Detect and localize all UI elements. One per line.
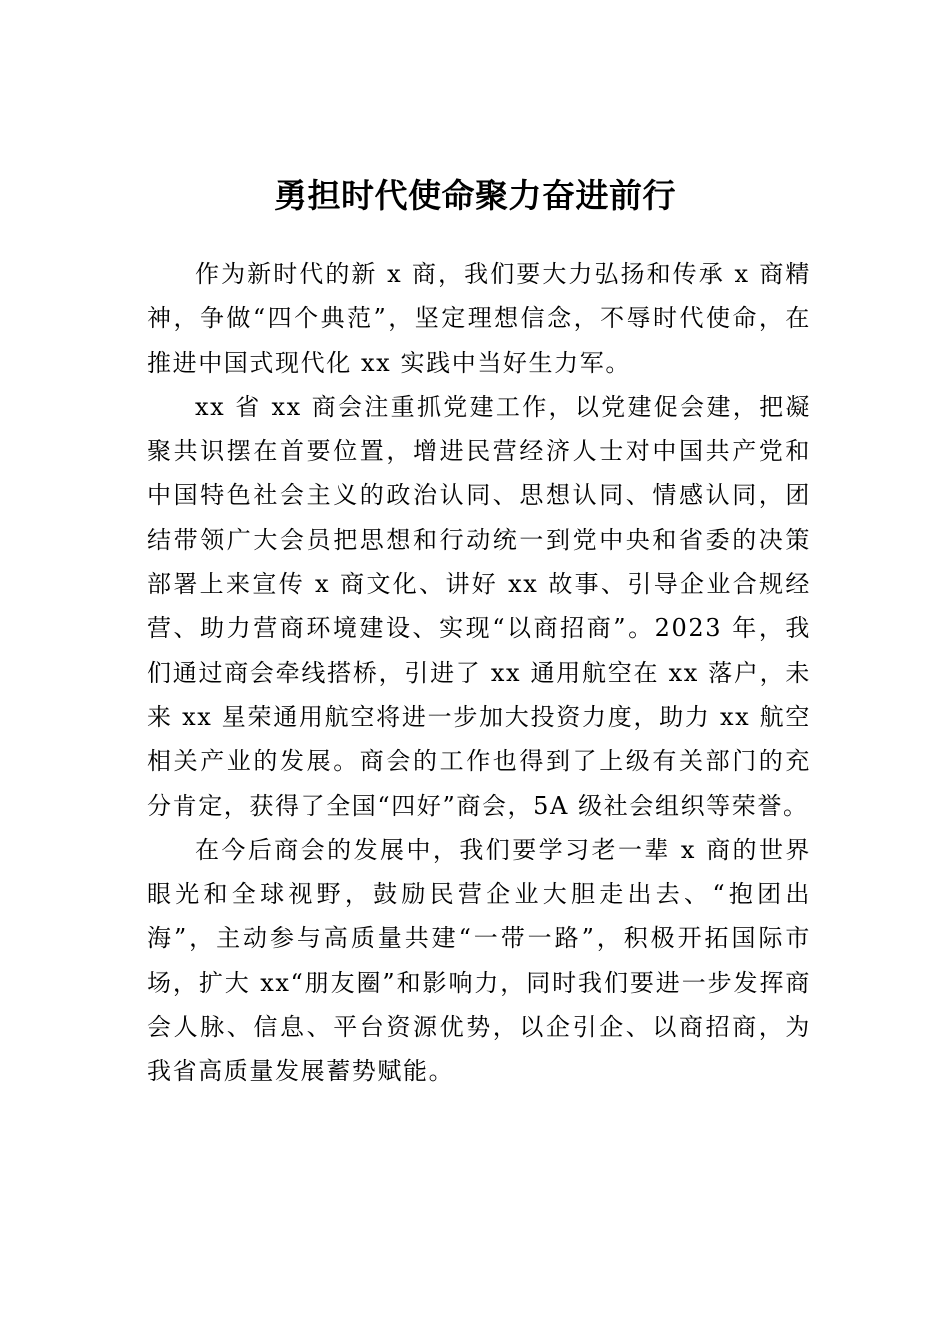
paragraph-1: 作为新时代的新 x 商，我们要大力弘扬和传承 x 商精神，争做“四个典范”，坚定理想信念，不辱时代使命，在推进中国式现代化 xx 实践中当好生力军。 xyxy=(147,260,811,377)
paragraph-3: 在今后商会的发展中，我们要学习老一辈 x 商的世界眼光和全球视野，鼓励民营企业大胆走出去、“抱团出海”，主动参与高质量共建“一带一路”，积极开拓国际市场，扩大 xx“朋友圈”和影响力，同时我们要进一步发挥商会人脉、信息、平台资源优势，以企引企、以商招商，为我省高质量发展蓄势赋能。 xyxy=(147,835,811,1086)
document-body xyxy=(147,252,811,1094)
paragraph-2: xx 省 xx 商会注重抓党建工作，以党建促会建，把凝聚共识摆在首要位置，增进民营经济人士对中国共产党和中国特色社会主义的政治认同、思想认同、情感认同，团结带领广大会员把思想和行动统一到党中央和省委的决策部署上来宣传 x 商文化、讲好 xx 故事、引导企业合规经营、助力营商环境建设、实现“以商招商”。2023 年，我们通过商会牵线搭桥，引进了 xx 通用航空在 xx 落户，未来 xx 星荣通用航空将进一步加大投资力度，助力 xx 航空相关产业的发展。商会的工作也得到了上级有关部门的充分肯定，获得了全国“四好”商会，5A 级社会组织等荣誉。 xyxy=(147,392,811,820)
document-title: 勇担时代使命聚力奋进前行 xyxy=(274,176,676,215)
